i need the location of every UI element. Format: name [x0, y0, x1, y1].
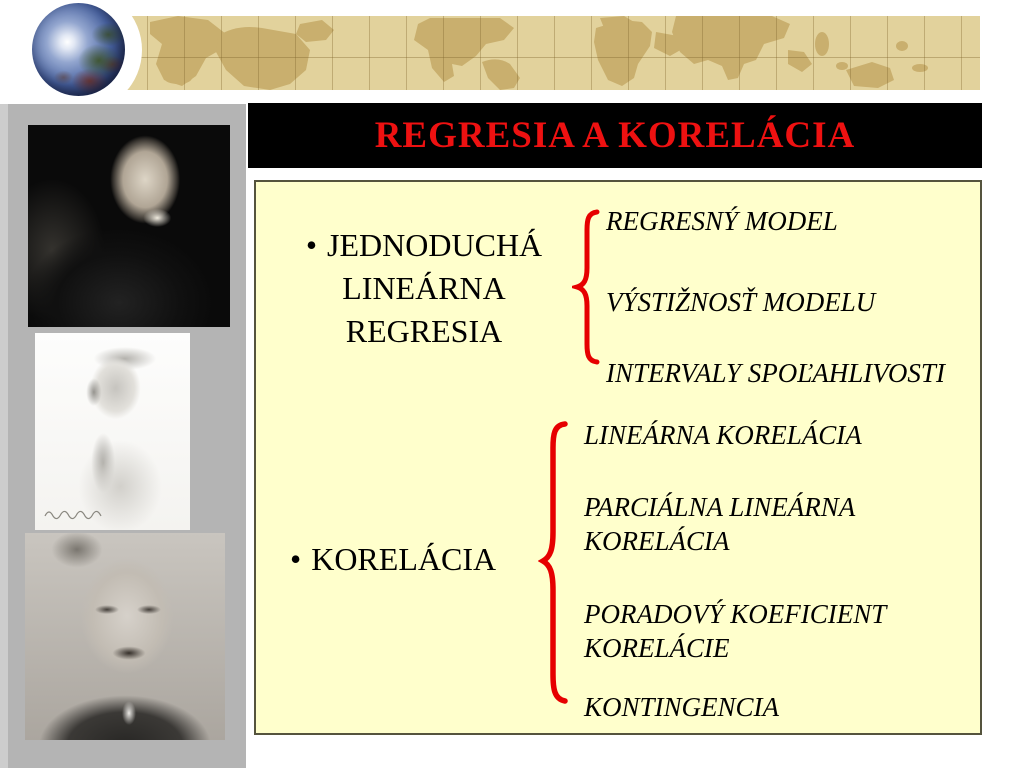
portrait-photo-3 — [25, 533, 225, 740]
list-item-partial-linear-correlation — [584, 490, 855, 558]
list-item-confidence-intervals: INTERVALY SPOĽAHLIVOSTI — [606, 358, 945, 388]
list-item-regression-model: REGRESNÝ MODEL — [606, 206, 838, 236]
title-bar — [248, 103, 982, 168]
page-title: REGRESIA A KORELÁCIA — [374, 115, 856, 156]
bullet-glyph: • — [305, 227, 318, 263]
list-item-line: KONTINGENCIA — [584, 692, 780, 722]
bullet-regression-text-3: REGRESIA — [345, 313, 503, 349]
curly-brace-icon — [538, 420, 570, 705]
curly-brace-icon — [572, 208, 602, 366]
portrait-photo-2 — [35, 333, 190, 530]
list-item-line: LINEÁRNA KORELÁCIA — [584, 420, 862, 450]
bullet-regression-text-2: LINEÁRNA — [342, 270, 506, 306]
sidebar — [0, 104, 246, 768]
content-box — [254, 180, 982, 735]
list-item-line: PORADOVÝ KOEFICIENT — [584, 599, 887, 629]
bullet-regression — [264, 224, 584, 353]
list-item-line: PARCIÁLNA LINEÁRNA — [584, 492, 856, 522]
bullet-regression-line-1 — [264, 224, 584, 267]
list-item-linear-correlation — [584, 418, 862, 452]
banner — [0, 16, 980, 90]
sidebar-edge-strip — [0, 104, 8, 768]
list-item-contingency — [584, 690, 779, 724]
bullet-correlation-text: KORELÁCIA — [311, 541, 497, 577]
banner-grid-lines — [0, 16, 980, 90]
list-item-rank-coefficient — [584, 597, 886, 665]
signature-scribble — [43, 508, 103, 520]
globe-icon — [32, 3, 125, 96]
list-item-line: KORELÁCIE — [584, 633, 730, 663]
list-item-model-fit: VÝSTIŽNOSŤ MODELU — [606, 287, 876, 317]
bullet-correlation — [290, 538, 496, 581]
bullet-regression-text-1: JEDNODUCHÁ — [327, 227, 543, 263]
list-item-line: KORELÁCIA — [584, 526, 730, 556]
portrait-photo-1 — [28, 125, 230, 327]
bullet-glyph: • — [290, 541, 302, 577]
